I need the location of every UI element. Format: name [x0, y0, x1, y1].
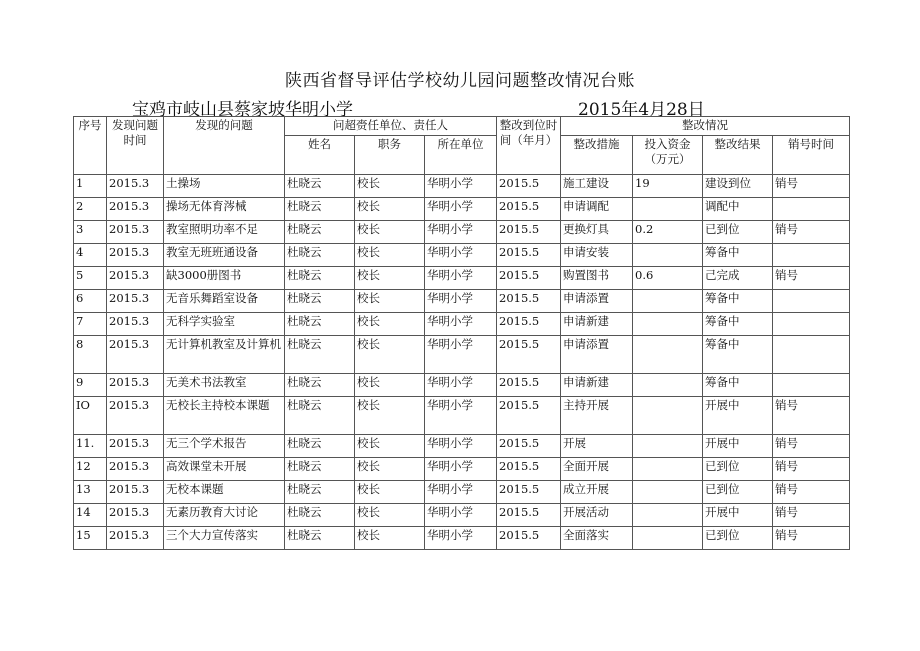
cell-funds — [633, 198, 703, 221]
cell-unit: 华明小学 — [425, 290, 497, 313]
cell-name: 杜晓云 — [285, 374, 355, 397]
cell-result: 筹备中 — [703, 374, 773, 397]
cell-funds — [633, 313, 703, 336]
cell-unit: 华明小学 — [425, 374, 497, 397]
cell-unit: 华明小学 — [425, 504, 497, 527]
cell-name: 杜晓云 — [285, 397, 355, 435]
table-row — [74, 290, 850, 313]
cell-measure: 全面落实 — [561, 527, 633, 550]
cell-measure: 更换灯具 — [561, 221, 633, 244]
cell-time: 2015.3 — [107, 527, 164, 550]
cell-cancel — [773, 244, 850, 267]
cell-time: 2015.3 — [107, 267, 164, 290]
cell-position: 校长 — [355, 374, 425, 397]
cell-deadline: 2015.5 — [497, 504, 561, 527]
cell-result: 开展中 — [703, 435, 773, 458]
cell-seq: 5 — [74, 267, 107, 290]
cell-position: 校长 — [355, 435, 425, 458]
cell-funds — [633, 435, 703, 458]
table-row — [74, 435, 850, 458]
cell-position: 校长 — [355, 198, 425, 221]
cell-unit: 华明小学 — [425, 175, 497, 198]
cell-deadline: 2015.5 — [497, 244, 561, 267]
cell-unit: 华明小学 — [425, 244, 497, 267]
cell-seq: 14 — [74, 504, 107, 527]
header-deadline: 整改到位时间（年月） — [497, 117, 561, 175]
cell-seq: 4 — [74, 244, 107, 267]
cell-measure: 申请添置 — [561, 336, 633, 374]
cell-name: 杜晓云 — [285, 221, 355, 244]
cell-cancel: 销号 — [773, 504, 850, 527]
cell-deadline: 2015.5 — [497, 336, 561, 374]
cell-deadline: 2015.5 — [497, 290, 561, 313]
cell-result: 建设到位 — [703, 175, 773, 198]
cell-seq: 12 — [74, 458, 107, 481]
cell-cancel: 销号 — [773, 527, 850, 550]
cell-time: 2015.3 — [107, 198, 164, 221]
cell-unit: 华明小学 — [425, 458, 497, 481]
cell-position: 校长 — [355, 397, 425, 435]
cell-funds: 0.2 — [633, 221, 703, 244]
header-status: 整改情况 — [561, 117, 850, 136]
cell-time: 2015.3 — [107, 504, 164, 527]
header-problem: 发现的问题 — [164, 117, 285, 175]
table-row — [74, 313, 850, 336]
cell-deadline: 2015.5 — [497, 374, 561, 397]
cell-measure: 主持开展 — [561, 397, 633, 435]
cell-measure: 开展 — [561, 435, 633, 458]
cell-unit: 华明小学 — [425, 221, 497, 244]
cell-deadline: 2015.5 — [497, 397, 561, 435]
rectification-ledger-table — [73, 116, 850, 550]
header-name: 姓名 — [285, 136, 355, 175]
cell-problem: 无科学实验室 — [164, 313, 285, 336]
cell-funds — [633, 397, 703, 435]
cell-time: 2015.3 — [107, 175, 164, 198]
cell-problem: 三个大力宣传落实 — [164, 527, 285, 550]
header-result: 整改结果 — [703, 136, 773, 175]
cell-measure: 购置图书 — [561, 267, 633, 290]
cell-deadline: 2015.5 — [497, 267, 561, 290]
cell-seq: 1 — [74, 175, 107, 198]
cell-result: 筹备中 — [703, 313, 773, 336]
cell-time: 2015.3 — [107, 244, 164, 267]
cell-result: 己完成 — [703, 267, 773, 290]
cell-name: 杜晓云 — [285, 267, 355, 290]
cell-problem: 无音乐舞蹈室设备 — [164, 290, 285, 313]
cell-result: 已到位 — [703, 527, 773, 550]
cell-cancel — [773, 290, 850, 313]
cell-deadline: 2015.5 — [497, 435, 561, 458]
header-seq: 序号 — [74, 117, 107, 175]
table-row — [74, 374, 850, 397]
table-row — [74, 198, 850, 221]
cell-seq: 3 — [74, 221, 107, 244]
cell-problem: 教室照明功率不足 — [164, 221, 285, 244]
header-position: 职务 — [355, 136, 425, 175]
cell-position: 校长 — [355, 481, 425, 504]
cell-result: 筹备中 — [703, 290, 773, 313]
cell-measure: 申请调配 — [561, 198, 633, 221]
cell-unit: 华明小学 — [425, 313, 497, 336]
cell-deadline: 2015.5 — [497, 527, 561, 550]
cell-seq: 7 — [74, 313, 107, 336]
cell-problem: 操场无体育涔械 — [164, 198, 285, 221]
table-row — [74, 221, 850, 244]
table-row — [74, 397, 850, 435]
cell-problem: 无美术书法教室 — [164, 374, 285, 397]
cell-name: 杜晓云 — [285, 458, 355, 481]
cell-result: 已到位 — [703, 221, 773, 244]
table-row — [74, 175, 850, 198]
cell-position: 校长 — [355, 244, 425, 267]
cell-seq: 13 — [74, 481, 107, 504]
cell-problem: 缺3000册图书 — [164, 267, 285, 290]
cell-seq: 2 — [74, 198, 107, 221]
cell-cancel: 销号 — [773, 458, 850, 481]
cell-seq: 11. — [74, 435, 107, 458]
cell-result: 开展中 — [703, 397, 773, 435]
cell-cancel — [773, 374, 850, 397]
cell-deadline: 2015.5 — [497, 221, 561, 244]
cell-position: 校长 — [355, 527, 425, 550]
cell-result: 调配中 — [703, 198, 773, 221]
cell-problem: 无校长主持校本课题 — [164, 397, 285, 435]
cell-cancel: 销号 — [773, 397, 850, 435]
cell-name: 杜晓云 — [285, 198, 355, 221]
cell-result: 已到位 — [703, 458, 773, 481]
cell-time: 2015.3 — [107, 313, 164, 336]
cell-time: 2015.3 — [107, 458, 164, 481]
cell-deadline: 2015.5 — [497, 481, 561, 504]
cell-unit: 华明小学 — [425, 481, 497, 504]
cell-time: 2015.3 — [107, 397, 164, 435]
cell-name: 杜晓云 — [285, 313, 355, 336]
cell-position: 校长 — [355, 175, 425, 198]
header-responsible: 问超赍任单位、责任人 — [285, 117, 497, 136]
table-row — [74, 481, 850, 504]
cell-time: 2015.3 — [107, 435, 164, 458]
cell-funds — [633, 290, 703, 313]
cell-unit: 华明小学 — [425, 527, 497, 550]
table-row — [74, 336, 850, 374]
header-found-time: 发现问题时间 — [107, 117, 164, 175]
page-title: 陕西省督导评估学校幼儿园问题整改情况台账 — [285, 71, 635, 91]
header-unit: 所在单位 — [425, 136, 497, 175]
cell-cancel: 销号 — [773, 221, 850, 244]
cell-funds — [633, 481, 703, 504]
cell-result: 筹备中 — [703, 336, 773, 374]
cell-problem: 无三个学术报告 — [164, 435, 285, 458]
cell-time: 2015.3 — [107, 221, 164, 244]
cell-time: 2015.3 — [107, 374, 164, 397]
cell-measure: 施工建设 — [561, 175, 633, 198]
cell-unit: 华明小学 — [425, 198, 497, 221]
cell-name: 杜晓云 — [285, 244, 355, 267]
report-date: 2015年4月28日 — [578, 100, 705, 120]
cell-unit: 华明小学 — [425, 397, 497, 435]
table-row — [74, 527, 850, 550]
cell-seq: 9 — [74, 374, 107, 397]
header-funds: 投入资金（万元） — [633, 136, 703, 175]
cell-time: 2015.3 — [107, 481, 164, 504]
cell-problem: 高效课堂未开展 — [164, 458, 285, 481]
cell-time: 2015.3 — [107, 290, 164, 313]
cell-seq: 6 — [74, 290, 107, 313]
cell-name: 杜晓云 — [285, 336, 355, 374]
cell-result: 筹备中 — [703, 244, 773, 267]
cell-measure: 开展活动 — [561, 504, 633, 527]
cell-measure: 全面开展 — [561, 458, 633, 481]
cell-funds — [633, 527, 703, 550]
cell-seq: IO — [74, 397, 107, 435]
cell-deadline: 2015.5 — [497, 458, 561, 481]
cell-position: 校长 — [355, 458, 425, 481]
table-row — [74, 244, 850, 267]
cell-problem: 无计算机教室及计算机 — [164, 336, 285, 374]
school-name: 宝鸡市岐山县蔡家坡华明小学 — [132, 100, 353, 120]
cell-measure: 申请新建 — [561, 374, 633, 397]
cell-cancel — [773, 313, 850, 336]
table-row — [74, 504, 850, 527]
cell-funds — [633, 336, 703, 374]
cell-name: 杜晓云 — [285, 435, 355, 458]
cell-cancel — [773, 198, 850, 221]
cell-seq: 15 — [74, 527, 107, 550]
cell-cancel: 销号 — [773, 435, 850, 458]
cell-unit: 华明小学 — [425, 435, 497, 458]
cell-position: 校长 — [355, 313, 425, 336]
cell-measure: 成立开展 — [561, 481, 633, 504]
cell-unit: 华明小学 — [425, 267, 497, 290]
cell-name: 杜晓云 — [285, 504, 355, 527]
cell-position: 校长 — [355, 504, 425, 527]
cell-problem: 无素历教育大讨论 — [164, 504, 285, 527]
cell-result: 开展中 — [703, 504, 773, 527]
cell-measure: 申请安装 — [561, 244, 633, 267]
cell-cancel — [773, 336, 850, 374]
cell-cancel: 销号 — [773, 481, 850, 504]
cell-position: 校长 — [355, 221, 425, 244]
cell-funds: 0.6 — [633, 267, 703, 290]
cell-unit: 华明小学 — [425, 336, 497, 374]
cell-problem: 教室无班班通设备 — [164, 244, 285, 267]
cell-deadline: 2015.5 — [497, 198, 561, 221]
table-row — [74, 458, 850, 481]
cell-funds — [633, 504, 703, 527]
cell-time: 2015.3 — [107, 336, 164, 374]
ledger-body — [74, 175, 850, 550]
cell-name: 杜晓云 — [285, 175, 355, 198]
cell-measure: 申请新建 — [561, 313, 633, 336]
cell-cancel: 销号 — [773, 175, 850, 198]
cell-deadline: 2015.5 — [497, 313, 561, 336]
cell-problem: 土操场 — [164, 175, 285, 198]
cell-funds: 19 — [633, 175, 703, 198]
cell-position: 校长 — [355, 336, 425, 374]
cell-funds — [633, 374, 703, 397]
cell-seq: 8 — [74, 336, 107, 374]
cell-name: 杜晓云 — [285, 481, 355, 504]
table-row — [74, 267, 850, 290]
cell-name: 杜晓云 — [285, 527, 355, 550]
cell-funds — [633, 458, 703, 481]
header-measure: 整改措施 — [561, 136, 633, 175]
cell-position: 校长 — [355, 267, 425, 290]
header-cancel-time: 销号时间 — [773, 136, 850, 175]
cell-problem: 无校本课题 — [164, 481, 285, 504]
cell-result: 已到位 — [703, 481, 773, 504]
cell-name: 杜晓云 — [285, 290, 355, 313]
cell-deadline: 2015.5 — [497, 175, 561, 198]
cell-measure: 申请添置 — [561, 290, 633, 313]
cell-funds — [633, 244, 703, 267]
cell-position: 校长 — [355, 290, 425, 313]
cell-cancel: 销号 — [773, 267, 850, 290]
